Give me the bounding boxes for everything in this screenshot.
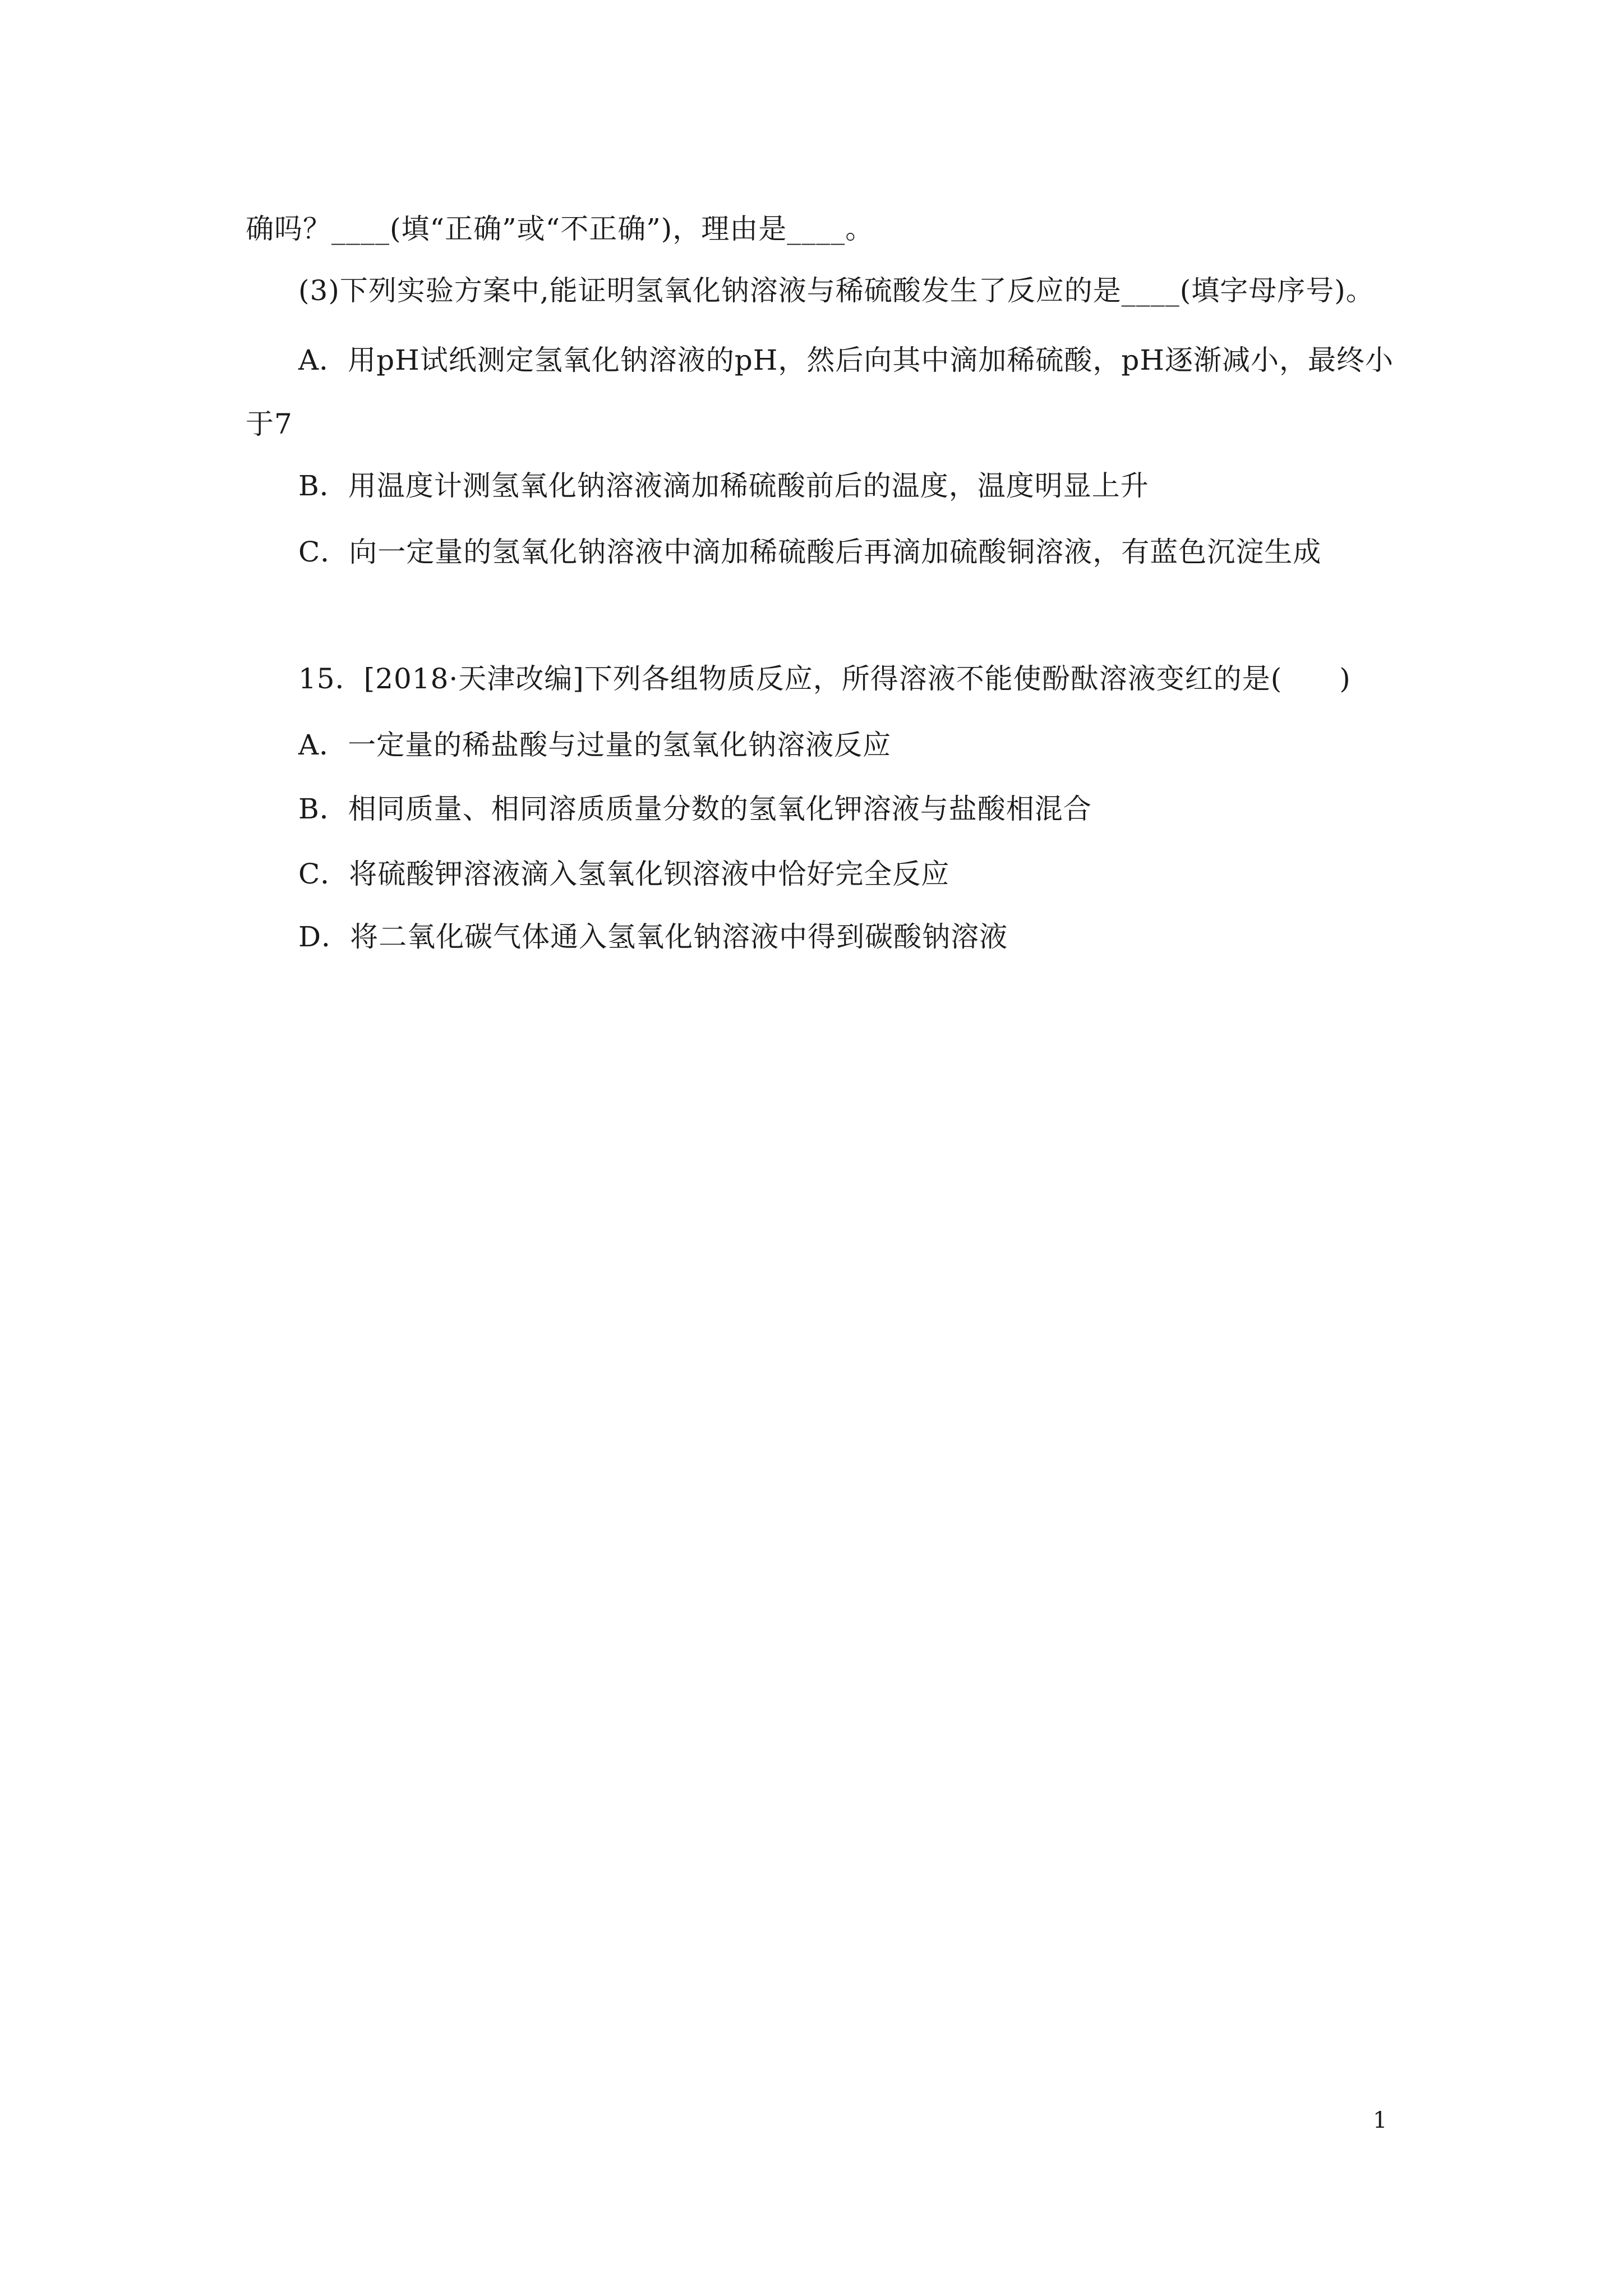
question-15-option-c: C．将硫酸钾溶液滴入氢氧化钡溶液中恰好完全反应 (298, 858, 950, 890)
question-14-option-a: A．用pH试纸测定氢氧化钠溶液的pH，然后向其中滴加稀硫酸，pH逐渐减小，最终小 (298, 344, 1394, 376)
question-14-part2-continuation: 确吗？____(填“正确”或“不正确”)，理由是____。 (246, 213, 874, 245)
question-14-part3-stem: (3)下列实验方案中,能证明氢氧化钠溶液与稀硫酸发生了反应的是____(填字母序号)。 (298, 274, 1375, 307)
question-15-option-d: D．将二氧化碳气体通入氢氧化钠溶液中得到碳酸钠溶液 (298, 921, 1008, 953)
question-14-option-a-wrap: 于7 (246, 408, 293, 440)
question-15-option-a: A．一定量的稀盐酸与过量的氢氧化钠溶液反应 (298, 729, 892, 761)
question-15-stem: 15．[2018·天津改编]下列各组物质反应，所得溶液不能使酚酞溶液变红的是( ) (298, 662, 1351, 695)
question-14-option-b: B．用温度计测氢氧化钠溶液滴加稀硫酸前后的温度，温度明显上升 (298, 470, 1149, 502)
question-15-option-b: B．相同质量、相同溶质质量分数的氢氧化钾溶液与盐酸相混合 (298, 793, 1092, 825)
page-number: 1 (1373, 2108, 1387, 2133)
question-14-option-c: C．向一定量的氢氧化钠溶液中滴加稀硫酸后再滴加硫酸铜溶液，有蓝色沉淀生成 (298, 536, 1322, 568)
